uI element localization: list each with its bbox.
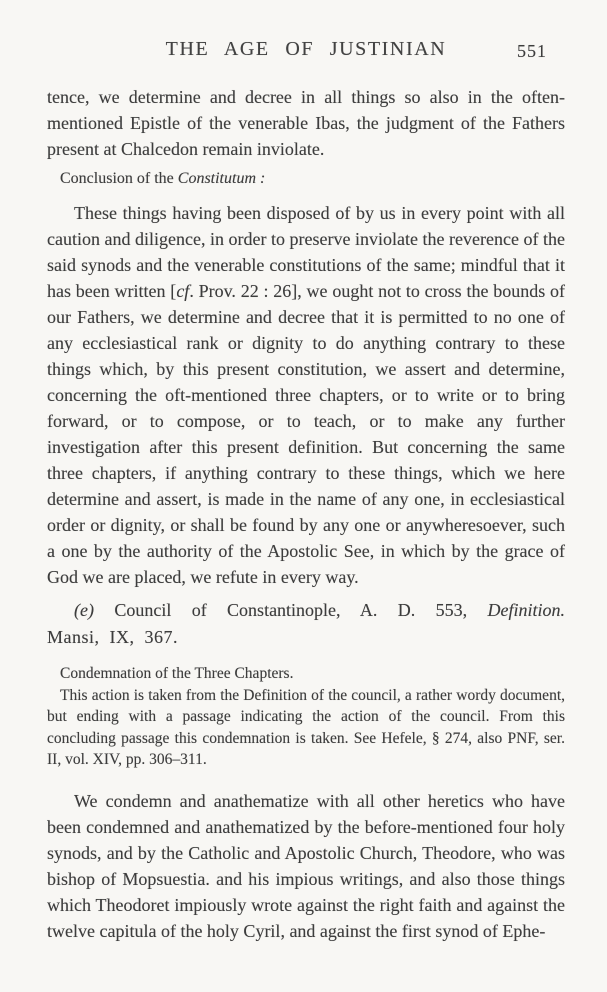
note-heading: Condemnation of the Three Chapters. (60, 665, 294, 682)
subhead-prefix: Conclusion of the (60, 170, 178, 187)
entry-council-text: Council of Constantinople, A. D. 553, (93, 600, 488, 620)
entry-label: (e) (74, 600, 94, 620)
note-body: This action is taken from the Definition of the council, a rather wordy document, but ending with a passage indicating the action of the council. From this concluding passage this condemnation is taken. See Hefele, § 274, also PNF, ser. II, vol. XIV, pp. 306–311. (47, 686, 565, 768)
entry-heading-line1 (47, 597, 565, 624)
entry-definition-title: Definition. (487, 600, 565, 620)
entry-citation: Mansi, IX, 367. (47, 627, 178, 647)
cf-abbreviation: cf (176, 281, 190, 301)
running-title: THE AGE OF JUSTINIAN (165, 38, 447, 60)
page-number: 551 (517, 41, 547, 61)
editorial-note (47, 663, 565, 771)
paragraph-constitutum-conclusion (47, 200, 565, 590)
para2-text-after-cf: . Prov. 22 : 26], we ought not to cross the bounds of our Fathers, we determine and decree that it is permitted to no one of any ecclesiastical rank or dignity to do anything contrary to these things which, by this present constitution, we assert and determine, concerning the oft-mentioned three chapters, or to write or to bring forward, or to compose, or to teach, or to make any further investigation after this present definition. But concerning the same three chapters, if anything contrary to these things, which we here determine and assert, is made in the name of any one, in ecclesiastical order or dignity, or shall be found by any one or anywheresoever, such a one by the authority of the Apostolic See, in which by the grace of God we are placed, we refute in every way. (47, 281, 566, 587)
page-header (47, 38, 565, 64)
entry-heading (47, 597, 565, 651)
paragraph-condemnation: We condemn and anathematize with all other heretics who have been condemned and anathematized by the before-mentioned four holy synods, and by the Catholic and Apostolic Church, Theodore, who was bishop of Mopsuestia. and his impious writings, and also those things which Theodoret impiously wrote against the right faith and against the twelve capitula of the holy Cyril, and against the first synod of Ephe- (47, 790, 565, 941)
constitutum-term: Constitutum : (177, 170, 266, 187)
para2-text-before-cf: These things having been disposed of by us in every point with all caution and diligence, in order to preserve inviolate the reverence of the said synods and the venerable constitutions of the same; mindful that it has been written [ (47, 203, 565, 301)
paragraph-continuation: tence, we determine and decree in all things so also in the often-mentioned Epistle of the venerable Ibas, the judgment of the Fathers present at Chalcedon remain inviolate. (47, 87, 565, 159)
section-subhead (47, 168, 565, 190)
